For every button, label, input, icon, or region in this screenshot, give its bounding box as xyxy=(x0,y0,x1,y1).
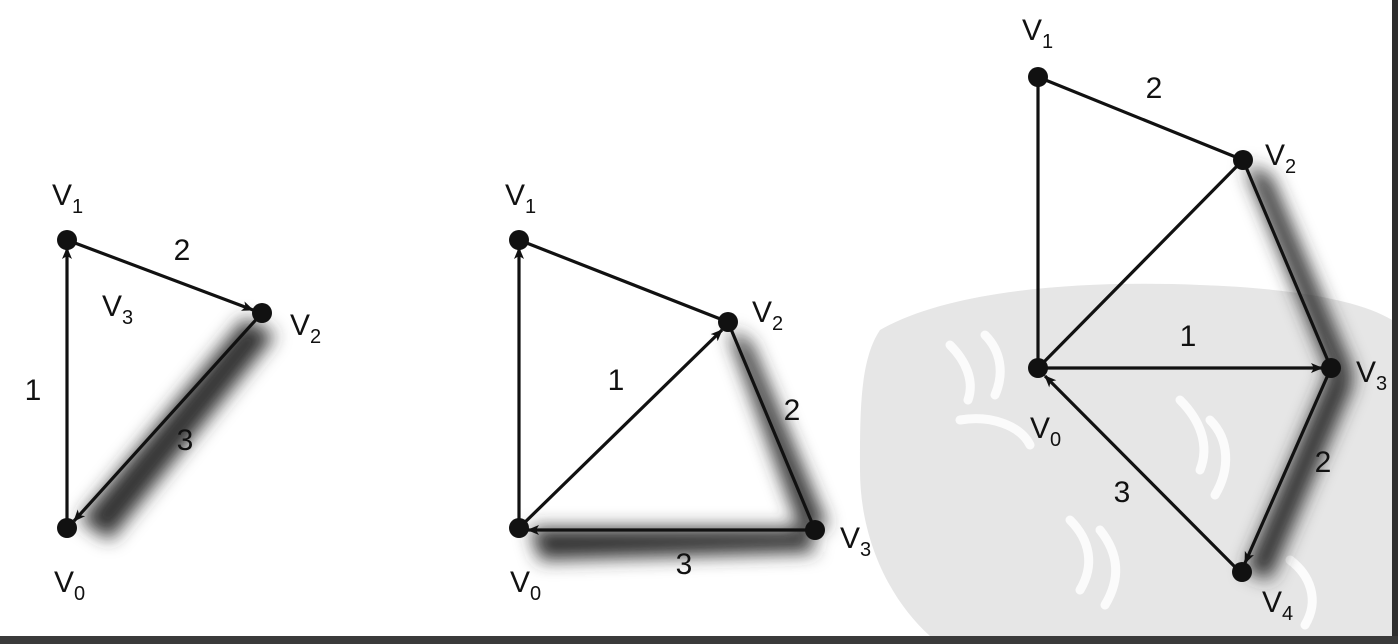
edge-v2-v0 xyxy=(74,313,262,521)
vertex-label-v2: V2 xyxy=(1265,139,1297,178)
right-edge-bar xyxy=(1392,0,1398,636)
figure-3-vertex-v2 xyxy=(1233,150,1253,170)
vertex-label-v2: V2 xyxy=(752,296,784,335)
edge-v0-v2 xyxy=(519,330,722,528)
vertex-label-v1: V1 xyxy=(505,179,537,218)
vertex-label-v1: V1 xyxy=(52,179,84,218)
edge-label-v3-v4: 2 xyxy=(1314,446,1332,479)
figure-2-vertex-v2 xyxy=(718,312,738,332)
edge-label-v4-v0: 3 xyxy=(1113,476,1131,509)
figure-3-vertex-v3 xyxy=(1321,358,1341,378)
edge-label-v1-v2: 2 xyxy=(1145,72,1163,105)
bottom-edge-bar xyxy=(0,636,1398,644)
figure-1-vertex-v2 xyxy=(252,303,272,323)
vertex-label-v0: V0 xyxy=(1030,412,1062,451)
vertex-label-v0: V0 xyxy=(510,566,542,605)
vertex-label-v4: V4 xyxy=(1262,586,1294,625)
figure-2-vertex-v1 xyxy=(509,230,529,250)
edge-label-v2-v3: 2 xyxy=(783,394,801,427)
vertex-label-v3: V3 xyxy=(1356,356,1388,395)
vertex-label-v3: V3 xyxy=(840,522,872,561)
figure-3-vertex-v4 xyxy=(1232,562,1252,582)
figure-1-vertex-v1 xyxy=(57,230,77,250)
edge-label-v3-v0: 3 xyxy=(675,548,693,581)
edge-v1-v2 xyxy=(519,240,728,322)
vertex-label-v0: V0 xyxy=(54,566,86,605)
vertex-label-v3: V3 xyxy=(102,290,134,329)
figure-3-vertex-v0 xyxy=(1028,358,1048,378)
figure-1-vertex-v0 xyxy=(57,518,77,538)
figure-2-edges xyxy=(519,240,815,530)
vertex-label-v1: V1 xyxy=(1022,14,1054,53)
edge-label-v2-v0: 3 xyxy=(176,424,194,457)
figure-2-vertex-v3 xyxy=(805,520,825,540)
vertex-label-v2: V2 xyxy=(290,309,322,348)
figure-3-vertex-v1 xyxy=(1028,67,1048,87)
edge-label-v1-v2: 2 xyxy=(173,234,191,267)
edge-label-v0-v2: 1 xyxy=(607,364,625,397)
edge-v2-v3 xyxy=(728,322,815,530)
edge-v1-v2 xyxy=(1038,77,1243,160)
figure-2-vertex-v0 xyxy=(509,518,529,538)
edge-v1-v2 xyxy=(67,240,253,310)
edge-label-v0-v3: 1 xyxy=(1179,320,1197,353)
edge-label-v0-v1: 1 xyxy=(24,374,42,407)
